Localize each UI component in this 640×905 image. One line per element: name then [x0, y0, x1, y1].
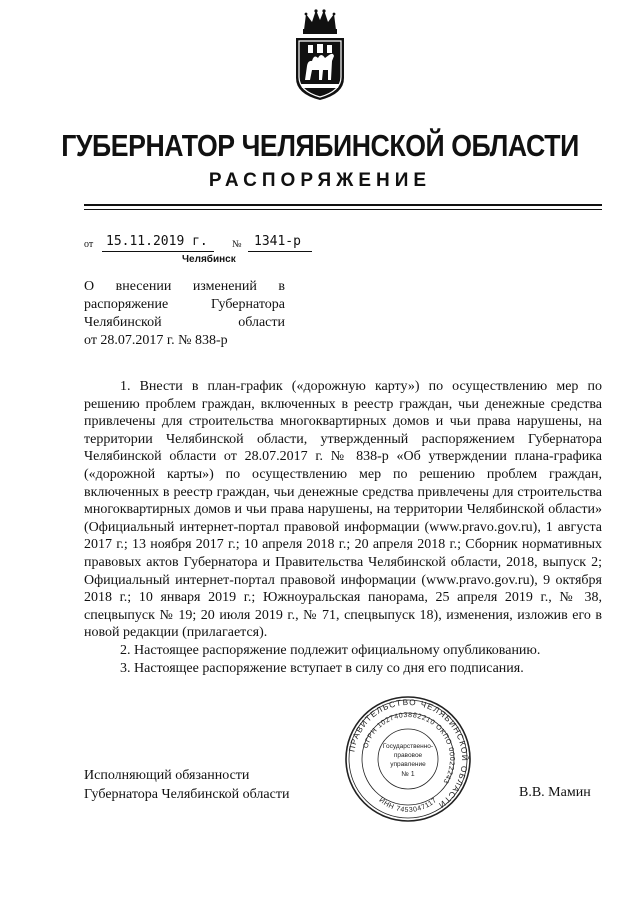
date-prefix: от	[84, 239, 94, 250]
signatory-position-line: Исполняющий обязанности	[84, 768, 250, 783]
document-date: 15.11.2019 г.	[106, 234, 208, 249]
seal-inn-text: ИНН 7453047117	[377, 796, 439, 815]
seal-outer-text: ПРАВИТЕЛЬСТВО ЧЕЛЯБИНСКОЙ ОБЛАСТИ	[347, 697, 470, 811]
subject-line: О внесении изменений в	[84, 279, 285, 294]
header-divider-thin	[84, 209, 602, 210]
subject-line: распоряжение Губернатора	[84, 297, 285, 312]
coat-of-arms-icon	[292, 8, 348, 102]
document-body	[84, 378, 602, 677]
seal-center-line: правовое	[393, 752, 423, 759]
body-paragraph-2: 2. Настоящее распоряжение подлежит официальному опубликованию.	[120, 642, 541, 658]
subject-line: Челябинской области	[84, 315, 285, 330]
signatory-position-line: Губернатора Челябинской области	[84, 787, 290, 802]
date-underline	[102, 251, 214, 252]
document-type: РАСПОРЯЖЕНИЕ	[208, 170, 432, 191]
signatory-position	[84, 766, 289, 804]
number-underline	[248, 251, 312, 252]
subject-line: от 28.07.2017 г. № 838-р	[84, 333, 228, 348]
body-paragraph-1: 1. Внести в план-график («дорожную карту») по осуществлению мер по решению проблем граждан, включенных в реестр граждан, чьи денежные средства привлечены для строительства многоквартирных домов и чьи права нарушены, на территории Челябинской области, утвержденный распоряжением Губернатора Челябинской области от 28.07.2017 г. № 838-р «Об утверждении плана-графика («дорожной карты») по осуществлению мер по решению проблем граждан, включенных в реестр граждан, чьи денежные средства привлечены для строительства многоквартирных домов и чьи права нарушены, на территории Челябинской области» (Официальный интернет-портал правовой информации (www.pravo.gov.ru), 1 августа 2017 г.; 13 ноября 2017 г.; 10 апреля 2018 г.; 20 апреля 2018 г.; Сборник нормативных правовых актов Губернатора и Правительства Челябинской области, 2018, выпуск 2; Официальный интернет-портал правовой информации (www.pravo.gov.ru), 9 октября 2018 г.; 10 января 2019 г.; Южноуральская панорама, 25 апреля 2019 г., № 38, спецвыпуск № 19; 20 июля 2019 г., № 71, спецвыпуск 18), изменения, изложив его в новой редакции (прилагается).	[84, 379, 602, 641]
body-paragraph-3: 3. Настоящее распоряжение вступает в силу со дня его подписания.	[120, 660, 524, 676]
number-prefix: №	[232, 239, 242, 250]
seal-ogrn-text: ОГРН 1027403882210 ОКПО 00022243	[362, 711, 456, 785]
document-subject	[84, 278, 285, 350]
governor-title: ГУБЕРНАТОР ЧЕЛЯБИНСКОЙ ОБЛАСТИ	[61, 128, 579, 163]
seal-center-line: управление	[390, 761, 426, 768]
seal-center-line: № 1	[401, 771, 415, 778]
official-seal-icon	[343, 693, 473, 825]
seal-center-line: Государственно-	[382, 743, 434, 750]
header-divider-thick	[84, 204, 602, 206]
date-number-line	[84, 234, 324, 254]
signatory-name: В.В. Мамин	[519, 785, 591, 800]
document-number: 1341-р	[254, 234, 301, 249]
issue-city: Челябинск	[182, 254, 236, 265]
